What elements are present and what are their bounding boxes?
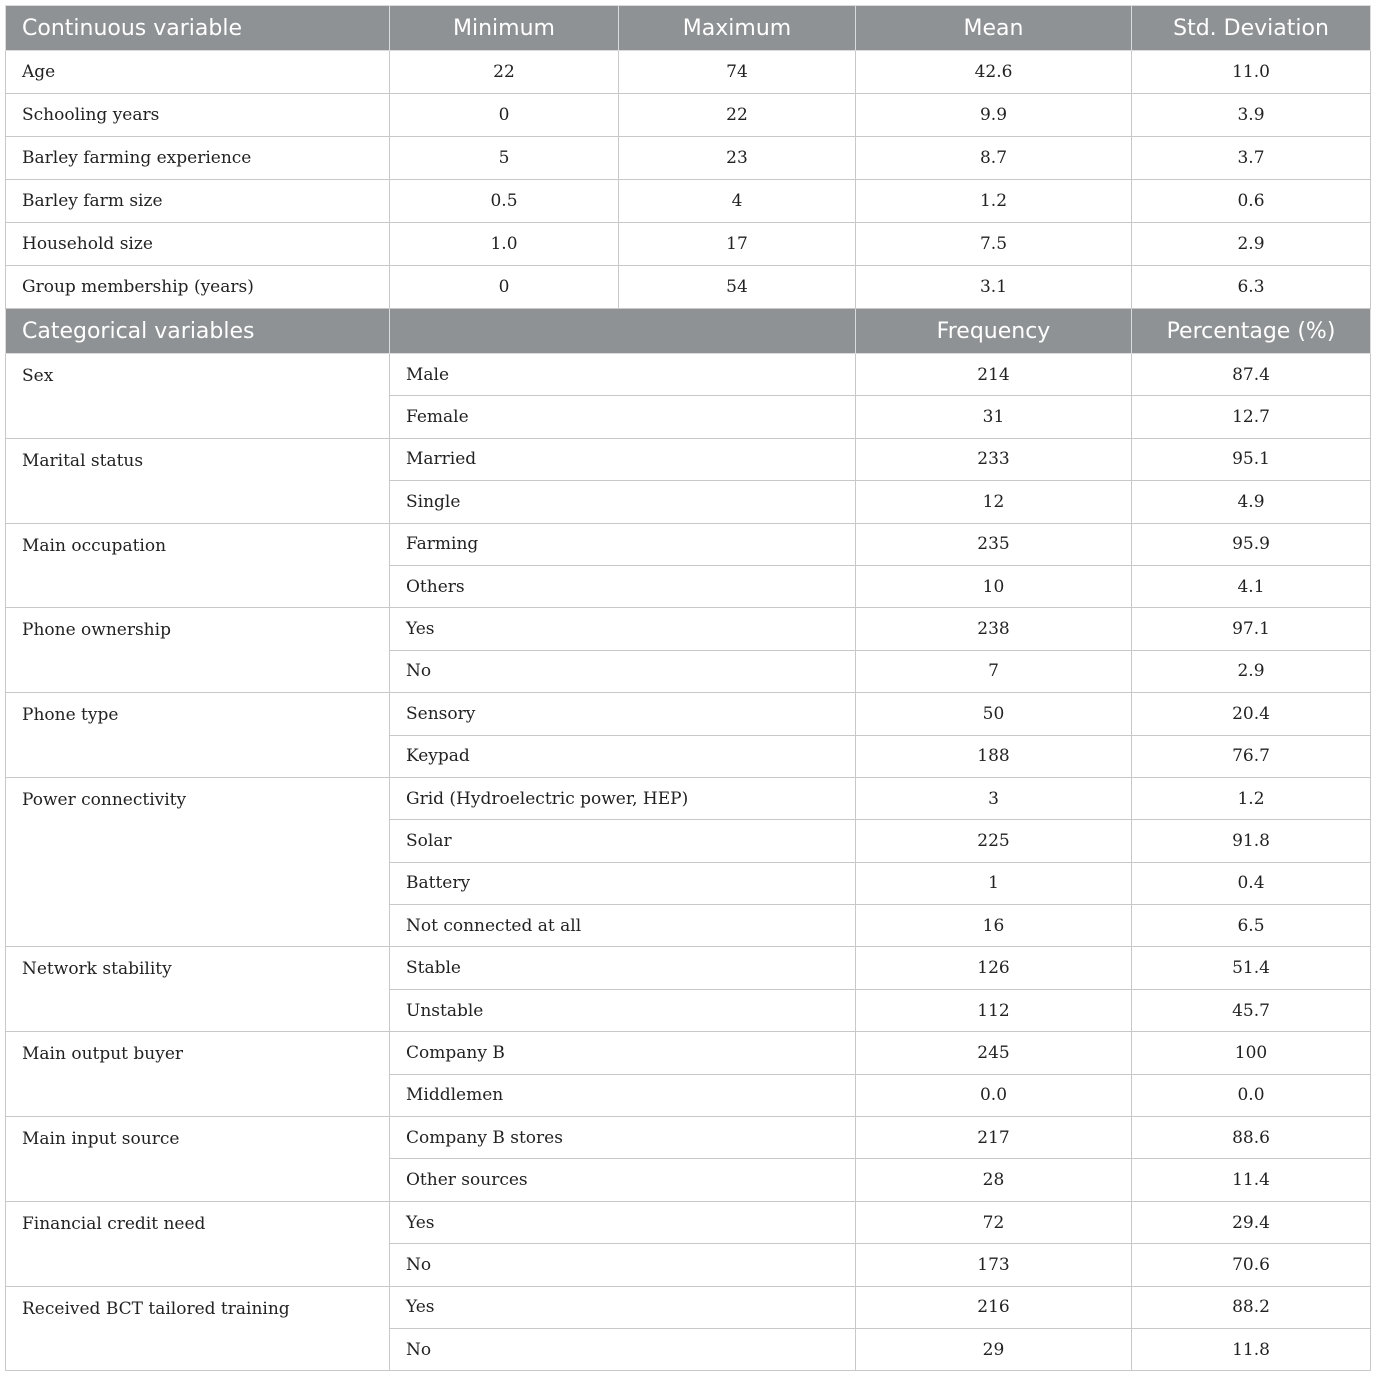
maximum-value: 17 (619, 223, 856, 266)
frequency-value: 173 (856, 1244, 1132, 1286)
option-label: No (390, 1244, 856, 1286)
option-label: Female (390, 396, 856, 438)
option-label: Male (390, 354, 856, 396)
categorical-header-row (6, 309, 1371, 354)
variable-label: Age (6, 51, 390, 94)
category-label: Received BCT tailored training (6, 1286, 390, 1371)
maximum-value: 74 (619, 51, 856, 94)
header-minimum: Minimum (390, 6, 619, 51)
percentage-value: 12.7 (1132, 396, 1371, 438)
mean-value: 8.7 (856, 137, 1132, 180)
mean-value: 9.9 (856, 94, 1132, 137)
categorical-section (6, 354, 1371, 1371)
frequency-value: 28 (856, 1159, 1132, 1201)
percentage-value: 88.6 (1132, 1117, 1371, 1159)
continuous-row (6, 137, 1371, 180)
minimum-value: 0.5 (390, 180, 619, 223)
frequency-value: 225 (856, 820, 1132, 862)
option-label: No (390, 650, 856, 692)
percentage-value: 20.4 (1132, 693, 1371, 735)
option-label: Grid (Hydroelectric power, HEP) (390, 777, 856, 819)
minimum-value: 5 (390, 137, 619, 180)
categorical-row (6, 1201, 1371, 1243)
continuous-section (6, 51, 1371, 309)
option-label: Others (390, 565, 856, 607)
categorical-row (6, 1032, 1371, 1074)
category-label: Power connectivity (6, 777, 390, 947)
minimum-value: 1.0 (390, 223, 619, 266)
variable-label: Schooling years (6, 94, 390, 137)
minimum-value: 0 (390, 266, 619, 309)
percentage-value: 0.0 (1132, 1074, 1371, 1116)
percentage-value: 2.9 (1132, 650, 1371, 692)
variable-label: Barley farm size (6, 180, 390, 223)
percentage-value: 0.4 (1132, 862, 1371, 904)
option-label: No (390, 1328, 856, 1370)
mean-value: 42.6 (856, 51, 1132, 94)
mean-value: 1.2 (856, 180, 1132, 223)
frequency-value: 16 (856, 905, 1132, 947)
category-label: Sex (6, 354, 390, 439)
option-label: Other sources (390, 1159, 856, 1201)
continuous-header-row (6, 6, 1371, 51)
option-label: Sensory (390, 693, 856, 735)
frequency-value: 245 (856, 1032, 1132, 1074)
std-deviation-value: 3.9 (1132, 94, 1371, 137)
frequency-value: 126 (856, 947, 1132, 989)
std-deviation-value: 11.0 (1132, 51, 1371, 94)
percentage-value: 100 (1132, 1032, 1371, 1074)
option-label: Unstable (390, 989, 856, 1031)
option-label: Yes (390, 1201, 856, 1243)
maximum-value: 22 (619, 94, 856, 137)
category-label: Financial credit need (6, 1201, 390, 1286)
option-label: Company B stores (390, 1117, 856, 1159)
percentage-value: 70.6 (1132, 1244, 1371, 1286)
frequency-value: 3 (856, 777, 1132, 819)
frequency-value: 217 (856, 1117, 1132, 1159)
header-option-blank (390, 309, 856, 354)
option-label: Middlemen (390, 1074, 856, 1116)
descriptive-statistics-table (5, 5, 1371, 1371)
option-label: Company B (390, 1032, 856, 1074)
frequency-value: 0.0 (856, 1074, 1132, 1116)
maximum-value: 54 (619, 266, 856, 309)
categorical-row (6, 438, 1371, 480)
percentage-value: 88.2 (1132, 1286, 1371, 1328)
continuous-row (6, 223, 1371, 266)
header-percentage: Percentage (%) (1132, 309, 1371, 354)
percentage-value: 97.1 (1132, 608, 1371, 650)
percentage-value: 4.9 (1132, 481, 1371, 523)
percentage-value: 45.7 (1132, 989, 1371, 1031)
percentage-value: 95.1 (1132, 438, 1371, 480)
frequency-value: 12 (856, 481, 1132, 523)
category-label: Phone type (6, 693, 390, 778)
frequency-value: 31 (856, 396, 1132, 438)
header-maximum: Maximum (619, 6, 856, 51)
continuous-row (6, 180, 1371, 223)
option-label: Yes (390, 608, 856, 650)
option-label: Single (390, 481, 856, 523)
continuous-row (6, 266, 1371, 309)
frequency-value: 7 (856, 650, 1132, 692)
minimum-value: 22 (390, 51, 619, 94)
percentage-value: 1.2 (1132, 777, 1371, 819)
categorical-row (6, 523, 1371, 565)
maximum-value: 23 (619, 137, 856, 180)
header-frequency: Frequency (856, 309, 1132, 354)
variable-label: Household size (6, 223, 390, 266)
frequency-value: 1 (856, 862, 1132, 904)
percentage-value: 4.1 (1132, 565, 1371, 607)
categorical-row (6, 354, 1371, 396)
category-label: Network stability (6, 947, 390, 1032)
frequency-value: 238 (856, 608, 1132, 650)
header-mean: Mean (856, 6, 1132, 51)
maximum-value: 4 (619, 180, 856, 223)
header-continuous-variable: Continuous variable (6, 6, 390, 51)
std-deviation-value: 6.3 (1132, 266, 1371, 309)
categorical-row (6, 608, 1371, 650)
category-label: Main output buyer (6, 1032, 390, 1117)
option-label: Yes (390, 1286, 856, 1328)
minimum-value: 0 (390, 94, 619, 137)
mean-value: 7.5 (856, 223, 1132, 266)
frequency-value: 10 (856, 565, 1132, 607)
option-label: Stable (390, 947, 856, 989)
categorical-row (6, 947, 1371, 989)
std-deviation-value: 3.7 (1132, 137, 1371, 180)
category-label: Marital status (6, 438, 390, 523)
header-std-deviation: Std. Deviation (1132, 6, 1371, 51)
percentage-value: 11.8 (1132, 1328, 1371, 1370)
header-categorical-variables: Categorical variables (6, 309, 390, 354)
option-label: Married (390, 438, 856, 480)
option-label: Battery (390, 862, 856, 904)
category-label: Phone ownership (6, 608, 390, 693)
continuous-row (6, 94, 1371, 137)
category-label: Main occupation (6, 523, 390, 608)
percentage-value: 76.7 (1132, 735, 1371, 777)
categorical-row (6, 777, 1371, 819)
percentage-value: 11.4 (1132, 1159, 1371, 1201)
percentage-value: 91.8 (1132, 820, 1371, 862)
option-label: Farming (390, 523, 856, 565)
frequency-value: 216 (856, 1286, 1132, 1328)
variable-label: Group membership (years) (6, 266, 390, 309)
mean-value: 3.1 (856, 266, 1132, 309)
option-label: Keypad (390, 735, 856, 777)
std-deviation-value: 2.9 (1132, 223, 1371, 266)
percentage-value: 87.4 (1132, 354, 1371, 396)
percentage-value: 6.5 (1132, 905, 1371, 947)
option-label: Not connected at all (390, 905, 856, 947)
percentage-value: 51.4 (1132, 947, 1371, 989)
frequency-value: 112 (856, 989, 1132, 1031)
categorical-header-section (6, 309, 1371, 354)
categorical-row (6, 1286, 1371, 1328)
option-label: Solar (390, 820, 856, 862)
percentage-value: 95.9 (1132, 523, 1371, 565)
category-label: Main input source (6, 1117, 390, 1202)
frequency-value: 29 (856, 1328, 1132, 1370)
variable-label: Barley farming experience (6, 137, 390, 180)
frequency-value: 50 (856, 693, 1132, 735)
percentage-value: 29.4 (1132, 1201, 1371, 1243)
std-deviation-value: 0.6 (1132, 180, 1371, 223)
frequency-value: 235 (856, 523, 1132, 565)
frequency-value: 214 (856, 354, 1132, 396)
frequency-value: 188 (856, 735, 1132, 777)
continuous-row (6, 51, 1371, 94)
frequency-value: 233 (856, 438, 1132, 480)
categorical-row (6, 693, 1371, 735)
frequency-value: 72 (856, 1201, 1132, 1243)
categorical-row (6, 1117, 1371, 1159)
